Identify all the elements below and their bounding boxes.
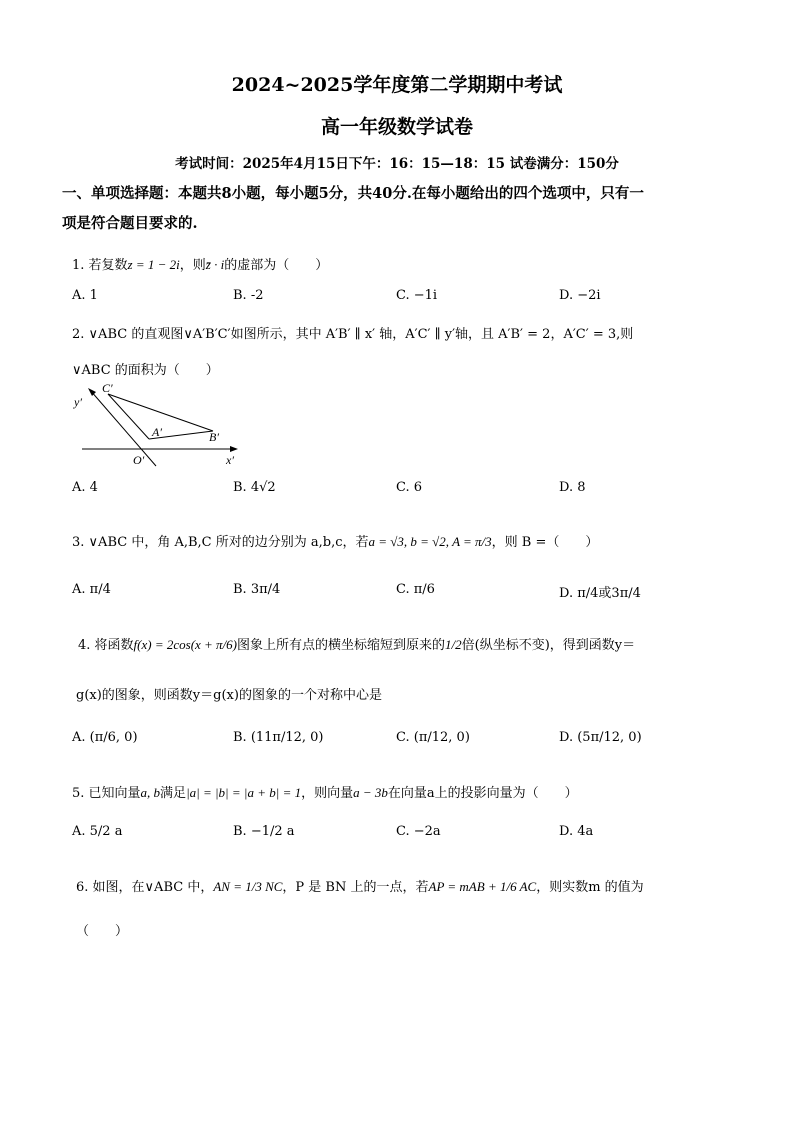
- q5-suffix: 在向量a上的投影向量为（ ）: [387, 786, 578, 801]
- q3-option-a[interactable]: A. π/4: [72, 582, 111, 597]
- q4-frac: 1/2: [445, 637, 462, 652]
- q5-cond: |a| = |b| = |a + b| = 1: [186, 785, 302, 800]
- q4-prefix: 4. 将函数: [78, 638, 134, 653]
- q6-expr: AP = mAB + 1/6 AC: [428, 879, 537, 894]
- q5-expr: a − 3b: [353, 785, 388, 800]
- label-c-prime: C′: [102, 381, 113, 395]
- q4-mid: 图象上所有点的横坐标缩短到原来的: [237, 638, 446, 653]
- q1-option-c[interactable]: C. −1i: [396, 288, 438, 303]
- question-2-cont: ∨ABC 的面积为（ ）: [72, 363, 219, 378]
- q5-vecs: a, b: [140, 785, 161, 800]
- q6-prefix: 6. 如图，在∨ABC 中，: [76, 880, 214, 895]
- q4-option-b[interactable]: B. (11π/12, 0): [233, 730, 324, 745]
- question-4-cont: g(x)的图象，则函数y＝g(x)的图象的一个对称中心是: [76, 688, 382, 703]
- q1-expr2: z̄ · i: [205, 257, 225, 272]
- exam-title: 2024~2025学年度第二学期期中考试: [231, 74, 563, 96]
- q3-option-d[interactable]: D. π/4或3π/4: [559, 586, 641, 601]
- question-2: 2. ∨ABC 的直观图∨A′B′C′如图所示，其中 A′B′ ∥ x′ 轴，A′C′ ∥ y′轴，且 A′B′ = 2，A′C′ = 3,则: [72, 327, 634, 342]
- exam-info: 考试时间：2025年4月15日下午：16：15—18：15 试卷满分：150分: [175, 156, 619, 172]
- q2-option-a[interactable]: A. 4: [72, 480, 98, 495]
- question-4: [78, 634, 635, 653]
- label-a-prime: A′: [152, 425, 162, 439]
- q1-expr: z = 1 − 2i: [127, 257, 180, 272]
- q5-prefix: 5. 已知向量: [72, 786, 141, 801]
- q1-suffix: 的虚部为（ ）: [224, 258, 329, 273]
- exam-subtitle: 高一年级数学试卷: [320, 116, 473, 138]
- oblique-projection-figure: [70, 380, 250, 470]
- q4-option-a[interactable]: A. (π/6, 0): [72, 730, 138, 745]
- q3-option-b[interactable]: B. 3π/4: [233, 582, 281, 597]
- question-5: [72, 782, 578, 801]
- label-x-prime: x′: [226, 453, 234, 467]
- q5-mid: 满足: [160, 786, 187, 801]
- x-axis-arrow: [230, 446, 238, 452]
- section-heading-cont: 项是符合题目要求的.: [62, 215, 198, 232]
- q4-option-d[interactable]: D. (5π/12, 0): [559, 730, 642, 745]
- q1-prefix: 1. 若复数: [72, 258, 128, 273]
- q3-suffix: ，则 B =（ ）: [491, 535, 599, 550]
- q4-suffix: 倍(纵坐标不变)，得到函数y＝: [461, 638, 636, 653]
- label-b-prime: B′: [209, 430, 219, 444]
- q6-mid: ，P 是 BN 上的一点，若: [282, 880, 429, 895]
- q1-mid: ，则: [179, 258, 206, 273]
- y-axis-line: [90, 390, 156, 466]
- q3-option-c[interactable]: C. π/6: [396, 582, 435, 597]
- q3-cond: a = √3, b = √2, A = π/3: [368, 534, 492, 549]
- q5-option-b[interactable]: B. −1/2 a: [233, 824, 295, 839]
- q4-func: f(x) = 2cos(x + π/6): [133, 637, 238, 652]
- q2-option-b[interactable]: B. 4√2: [233, 480, 276, 495]
- q2-option-d[interactable]: D. 8: [559, 480, 586, 495]
- label-y-prime: y′: [74, 395, 82, 409]
- q5-mid2: ，则向量: [301, 786, 354, 801]
- q5-option-c[interactable]: C. −2a: [396, 824, 441, 839]
- q1-option-a[interactable]: A. 1: [72, 288, 98, 303]
- q6-cond: AN = 1/3 NC: [213, 879, 283, 894]
- question-3: [72, 531, 598, 550]
- question-6: [76, 876, 644, 895]
- q6-suffix: ，则实数m 的值为: [536, 880, 644, 895]
- q5-option-d[interactable]: D. 4a: [559, 824, 594, 839]
- section-heading: 一、单项选择题：本题共8小题，每小题5分，共40分.在每小题给出的四个选项中，只有一: [62, 185, 644, 202]
- label-o-prime: O′: [133, 453, 145, 467]
- q1-option-d[interactable]: D. −2i: [559, 288, 601, 303]
- question-1: [72, 254, 328, 273]
- q4-option-c[interactable]: C. (π/12, 0): [396, 730, 470, 745]
- question-6-cont: （ ）: [76, 924, 129, 939]
- q5-option-a[interactable]: A. 5/2 a: [72, 824, 123, 839]
- q3-prefix: 3. ∨ABC 中，角 A,B,C 所对的边分别为 a,b,c，若: [72, 535, 369, 550]
- q2-option-c[interactable]: C. 6: [396, 480, 423, 495]
- q1-option-b[interactable]: B. -2: [233, 288, 264, 303]
